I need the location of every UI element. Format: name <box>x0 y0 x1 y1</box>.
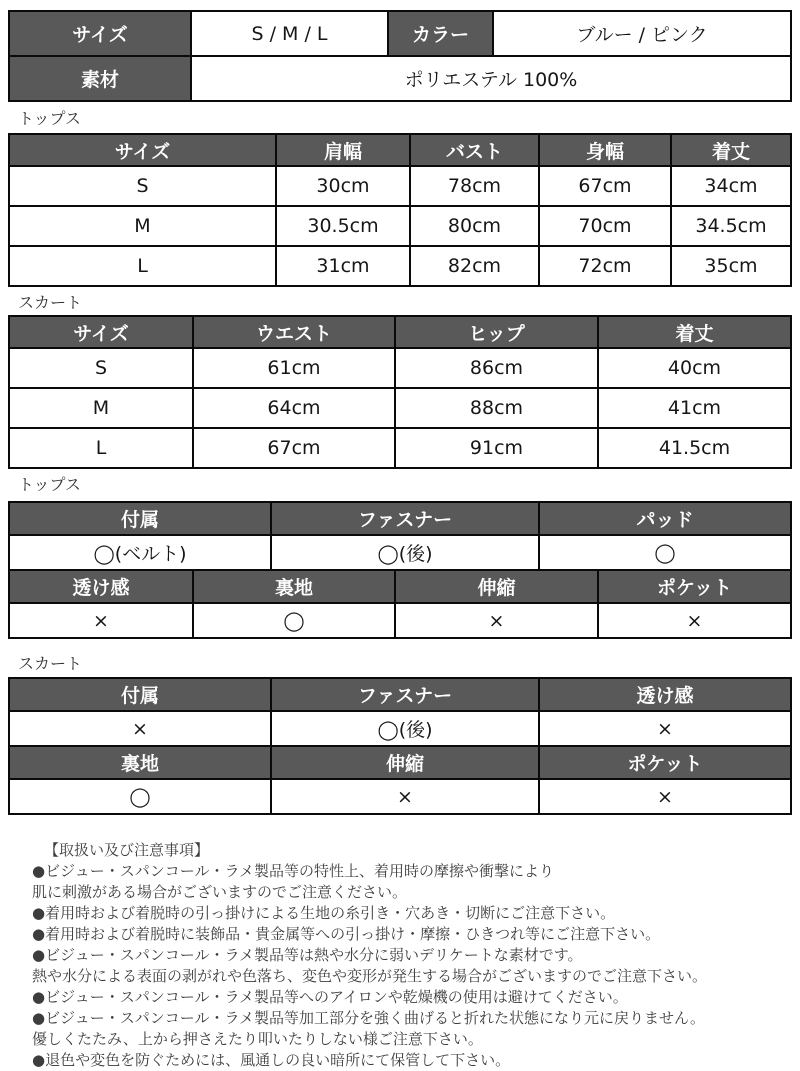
header-cell: ヒップ <box>394 317 597 347</box>
value-cell: 91cm <box>394 429 597 467</box>
care-notes <box>8 840 792 1071</box>
header-cell: バスト <box>409 135 538 165</box>
value-cell: 35cm <box>670 247 790 285</box>
table-row <box>10 347 790 387</box>
header-cell: 付属 <box>10 679 270 710</box>
color-value-cell: ブルー / ピンク <box>492 12 790 55</box>
material-header-cell: 素材 <box>10 57 190 100</box>
value-cell: 67cm <box>538 167 670 205</box>
value-cell: × <box>132 717 148 740</box>
care-note-line: ●着用時および着脱時の引っ掛けによる生地の糸引き・穴あき・切断にご注意下さい。 <box>32 904 616 922</box>
value-cell: × <box>394 604 597 637</box>
header-cell: ウエスト <box>192 317 394 347</box>
header-cell: サイズ <box>10 317 192 347</box>
table-row <box>10 12 790 55</box>
care-notes-title: 【取扱い及び注意事項】 <box>44 841 210 859</box>
skirt-size-table <box>8 315 792 469</box>
header-cell: 裏地 <box>192 571 394 602</box>
table-row <box>10 534 790 569</box>
table-row <box>10 778 790 813</box>
table-row <box>10 710 790 745</box>
header-cell: ポケット <box>597 571 790 602</box>
header-cell: ファスナー <box>270 679 538 710</box>
table-header-row <box>10 569 790 602</box>
size-cell: L <box>95 437 107 459</box>
tops-size-table <box>8 133 792 287</box>
header-cell: 伸縮 <box>270 747 538 778</box>
material-value-cell: ポリエステル 100% <box>190 57 790 100</box>
size-header-cell: サイズ <box>10 12 190 55</box>
value-cell: 82cm <box>409 247 538 285</box>
value-cell: 88cm <box>394 389 597 427</box>
care-note-line: ●ビジュー・スパンコール・ラメ製品等の特性上、着用時の摩擦や衝撃により <box>32 862 555 880</box>
table-header-row <box>10 135 790 165</box>
table-row <box>10 205 790 245</box>
value-cell: × <box>597 604 790 637</box>
value-cell: 86cm <box>394 349 597 387</box>
value-cell: ◯ <box>538 536 790 569</box>
care-note-line: ●着用時および着脱時に装飾品・貴金属等への引っ掛け・摩擦・ひきつれ等にご注意下さい。 <box>32 925 661 943</box>
value-cell: ◯ <box>192 604 394 637</box>
table-row <box>10 602 790 637</box>
color-header-cell: カラー <box>387 12 492 55</box>
table-header-row <box>10 679 790 710</box>
header-cell: サイズ <box>10 135 275 165</box>
value-cell: ◯(後) <box>270 712 538 745</box>
care-note-line: 優しくたたみ、上から押さえたり叩いたりしない様ご注意下さい。 <box>32 1030 483 1048</box>
header-cell: ポケット <box>538 747 790 778</box>
section-label-tops-attrs: トップス <box>18 475 81 494</box>
size-cell: S <box>136 175 149 197</box>
care-note-line: 熱や水分による表面の剥がれや色落ち、変色や変形が発生する場合がございますのでご注意下さい。 <box>32 967 708 985</box>
table-row <box>10 427 790 467</box>
header-cell: 伸縮 <box>394 571 597 602</box>
value-cell: × <box>538 780 790 813</box>
table-header-row <box>10 503 790 534</box>
header-cell: 着丈 <box>597 317 790 347</box>
header-cell: 着丈 <box>670 135 790 165</box>
value-cell: ◯(ベルト) <box>93 543 187 565</box>
tops-attrs-table <box>8 501 792 639</box>
value-cell: 67cm <box>192 429 394 467</box>
size-cell: M <box>92 397 110 419</box>
header-cell: 肩幅 <box>275 135 409 165</box>
size-value-cell: S / M / L <box>190 12 387 55</box>
product-info-table <box>8 10 792 102</box>
header-cell: 付属 <box>10 503 270 534</box>
header-cell: パッド <box>538 503 790 534</box>
section-label-tops-size: トップス <box>18 109 81 128</box>
value-cell: ◯ <box>129 785 151 808</box>
value-cell: 70cm <box>538 207 670 245</box>
value-cell: 61cm <box>192 349 394 387</box>
value-cell: 30cm <box>275 167 409 205</box>
table-header-row <box>10 317 790 347</box>
care-note-line: ●ビジュー・スパンコール・ラメ製品等へのアイロンや乾燥機の使用は避けてください。 <box>32 988 628 1006</box>
care-note-line: ●ビジュー・スパンコール・ラメ製品等は熱や水分に弱いデリケートな素材です。 <box>32 946 583 964</box>
table-row <box>10 55 790 100</box>
section-label-skirt-size: スカート <box>18 293 83 312</box>
value-cell: 41cm <box>597 389 790 427</box>
size-cell: L <box>137 255 148 277</box>
header-cell: ファスナー <box>270 503 538 534</box>
table-row <box>10 165 790 205</box>
value-cell: 30.5cm <box>275 207 409 245</box>
value-cell: ◯(後) <box>270 536 538 569</box>
section-label-skirt-attrs: スカート <box>18 654 83 673</box>
size-cell: S <box>94 357 108 379</box>
skirt-attrs-table <box>8 677 792 815</box>
header-cell: 裏地 <box>10 747 270 778</box>
header-cell: 身幅 <box>538 135 670 165</box>
value-cell: 34.5cm <box>670 207 790 245</box>
value-cell: 64cm <box>192 389 394 427</box>
value-cell: 72cm <box>538 247 670 285</box>
value-cell: 31cm <box>275 247 409 285</box>
header-cell: 透け感 <box>538 679 790 710</box>
value-cell: 40cm <box>597 349 790 387</box>
care-note-line: 肌に刺激がある場合がございますのでご注意ください。 <box>32 883 408 901</box>
table-header-row <box>10 745 790 778</box>
value-cell: × <box>93 609 109 632</box>
header-cell: 透け感 <box>10 571 192 602</box>
table-row <box>10 387 790 427</box>
value-cell: × <box>538 712 790 745</box>
value-cell: 41.5cm <box>597 429 790 467</box>
table-row <box>10 245 790 285</box>
value-cell: 34cm <box>670 167 790 205</box>
size-cell: M <box>134 215 151 237</box>
value-cell: 80cm <box>409 207 538 245</box>
care-note-line: ●ビジュー・スパンコール・ラメ製品等加工部分を強く曲げると折れた状態になり元に戻りません。 <box>32 1009 705 1027</box>
value-cell: × <box>270 780 538 813</box>
value-cell: 78cm <box>409 167 538 205</box>
care-note-line: ●退色や変色を防ぐためには、風通しの良い暗所にて保管して下さい。 <box>32 1051 511 1069</box>
